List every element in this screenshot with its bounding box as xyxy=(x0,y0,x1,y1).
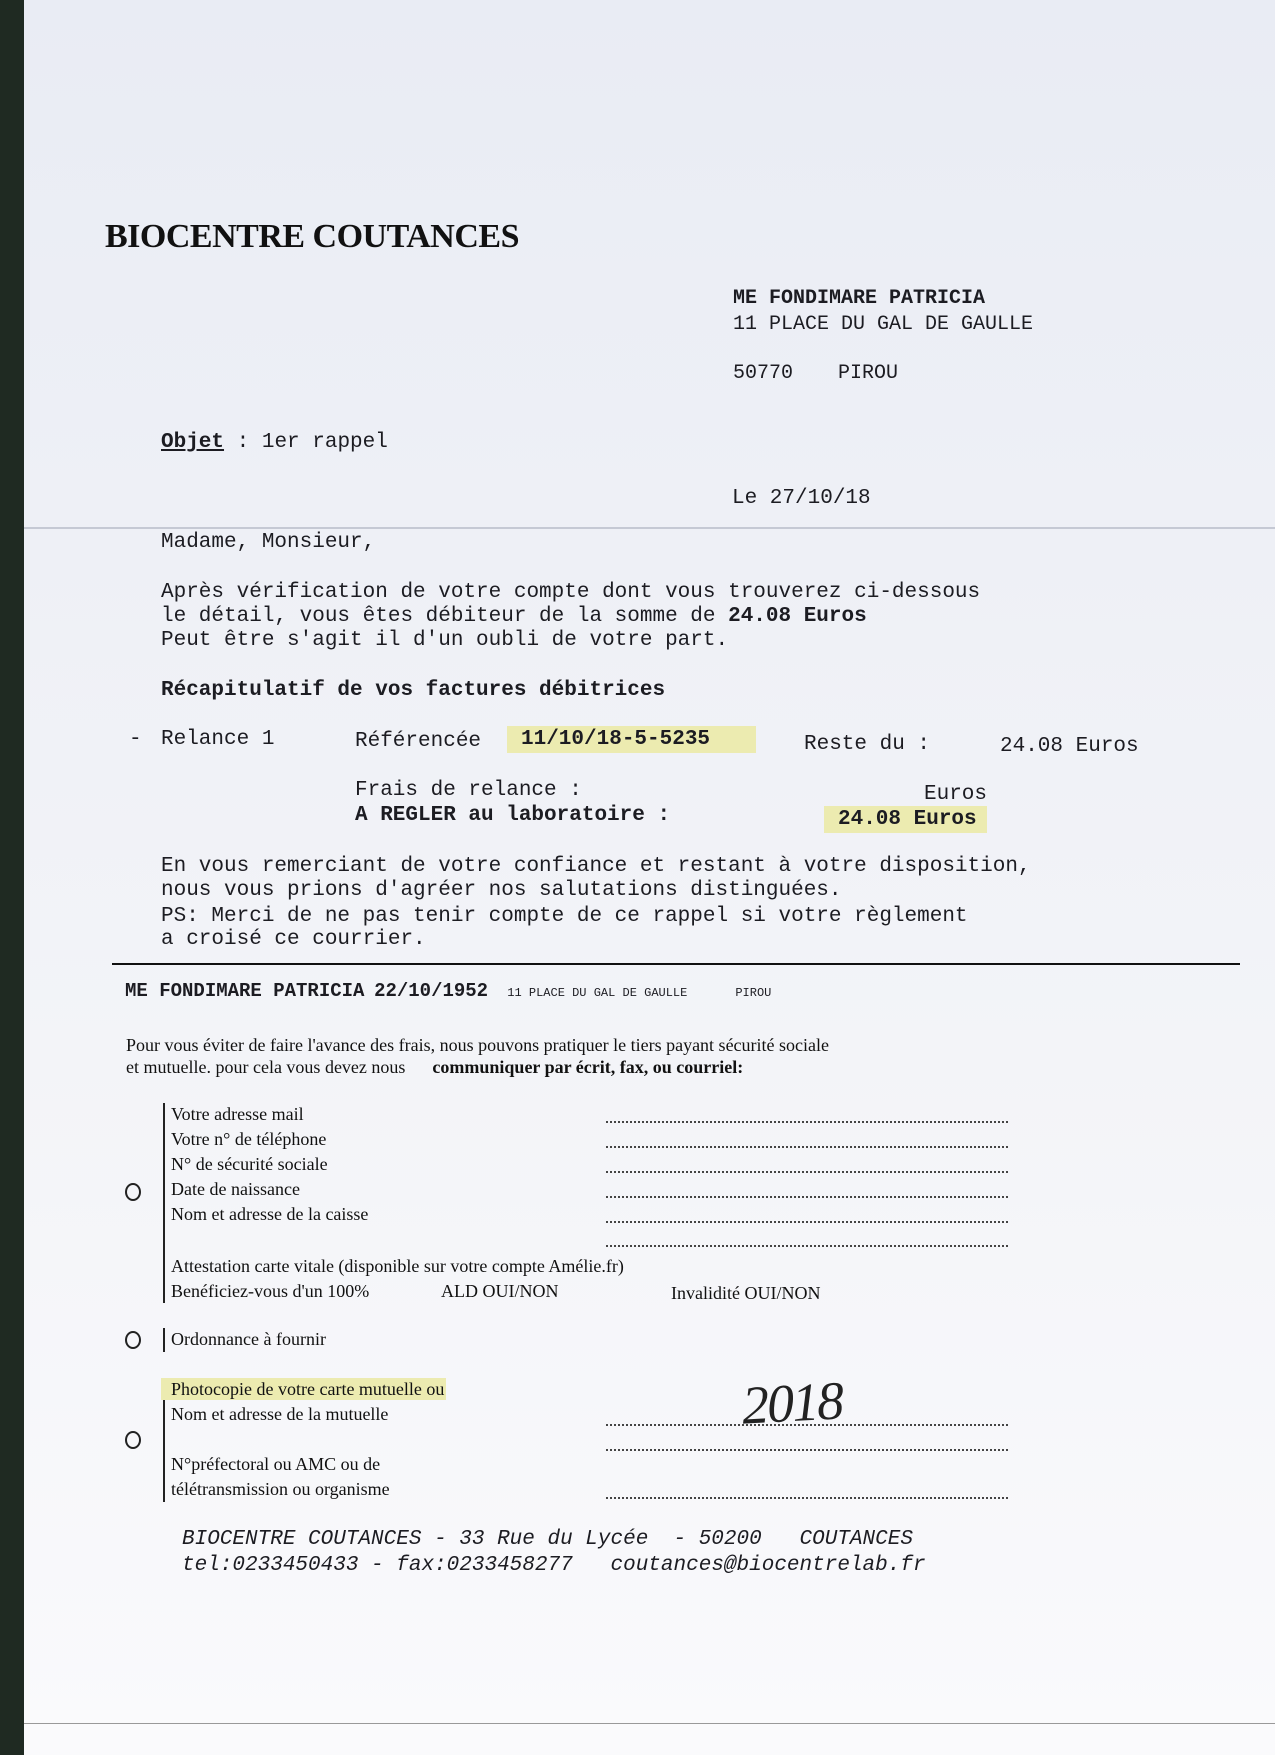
slip-intro-2-text: et mutuelle. pour cela vous devez nous xyxy=(126,1057,406,1077)
footer-lab-name: BIOCENTRE COUTANCES xyxy=(182,1528,422,1551)
option-circle-1[interactable] xyxy=(125,1183,141,1201)
field-label-ssn: N° de sécurité sociale xyxy=(171,1154,328,1174)
page-bottom-edge xyxy=(24,1723,1275,1724)
object-separator: : xyxy=(236,431,250,454)
patient-city: PIROU xyxy=(735,986,772,1000)
invoice-bullet: - xyxy=(129,728,142,751)
field-label-phone: Votre n° de téléphone xyxy=(171,1129,327,1149)
body-line-2 xyxy=(161,605,867,628)
footer-fax: - fax:0233458277 xyxy=(371,1554,573,1577)
ssn-field[interactable] xyxy=(606,1171,1008,1173)
pay-highlight xyxy=(838,808,987,831)
invalidite-option[interactable]: Invalidité OUI/NON xyxy=(671,1283,821,1303)
debt-amount: 24.08 Euros xyxy=(728,605,867,628)
recipient-postcode: 50770 xyxy=(733,362,794,385)
mutuelle-field-2[interactable] xyxy=(606,1449,1008,1451)
letterhead: BIOCENTRE COUTANCES xyxy=(105,218,520,255)
slip-intro-2-bold: communiquer par écrit, fax, ou courriel: xyxy=(432,1057,744,1077)
recipient-name: ME FONDIMARE PATRICIA xyxy=(733,287,986,310)
object-label: Objet xyxy=(161,431,225,454)
field-label-email: Votre adresse mail xyxy=(171,1104,304,1124)
body-line-2-text: le détail, vous êtes débiteur de la somme de xyxy=(161,605,729,628)
mutuelle-line-1: Photocopie de votre carte mutuelle ou xyxy=(161,1378,446,1400)
prefectoral-line-2: télétransmission ou organisme xyxy=(171,1479,390,1499)
pay-label: A REGLER au laboratoire : xyxy=(355,804,671,827)
closing-line-1: En vous remerciant de votre confiance et restant à votre disposition, xyxy=(161,855,1031,878)
recipient-street: 11 PLACE DU GAL DE GAULLE xyxy=(733,313,1034,336)
footer-tel: tel:0233450433 xyxy=(182,1554,359,1577)
ald-option[interactable]: ALD OUI/NON xyxy=(441,1281,559,1301)
slip-intro-2 xyxy=(126,1057,743,1078)
caisse-field[interactable] xyxy=(606,1221,1008,1223)
closing-line-2: nous vous prions d'agréer nos salutations distinguées. xyxy=(161,879,842,902)
vitale-label: Attestation carte vitale (disponible sur votre compte Amélie.fr) xyxy=(171,1256,624,1276)
ordonnance-label: Ordonnance à fournir xyxy=(171,1329,326,1349)
body-line-3: Peut être s'agit il d'un oubli de votre part. xyxy=(161,629,729,652)
patient-address: 11 PLACE DU GAL DE GAULLE xyxy=(507,986,688,1000)
footer-email[interactable]: coutances@biocentrelab.fr xyxy=(610,1554,926,1577)
group1-bracket xyxy=(163,1103,165,1303)
recipient-city: PIROU xyxy=(838,362,899,385)
object-line xyxy=(161,431,388,454)
letter-page xyxy=(24,0,1275,1755)
patient-name: ME FONDIMARE PATRICIA xyxy=(125,980,365,1002)
option-circle-2[interactable] xyxy=(125,1331,141,1349)
prefectoral-field[interactable] xyxy=(606,1497,1008,1499)
closing-line-3: PS: Merci de ne pas tenir compte de ce rappel si votre règlement xyxy=(161,905,968,928)
benefit-label: Benéficiez-vous d'un 100% xyxy=(171,1281,370,1301)
invoice-relance: Relance 1 xyxy=(161,728,275,751)
summary-title: Récapitulatif de vos factures débitrices xyxy=(161,679,666,702)
field-label-caisse: Nom et adresse de la caisse xyxy=(171,1204,369,1224)
mutuelle-highlight xyxy=(171,1379,446,1400)
body-line-1: Après vérification de votre compte dont vous trouverez ci-dessous xyxy=(161,581,981,604)
paper-fold xyxy=(24,527,1275,529)
fees-value: Euros xyxy=(924,783,988,806)
fees-label: Frais de relance : xyxy=(355,779,582,802)
letter-date: Le 27/10/18 xyxy=(732,487,871,510)
object-value: 1er rappel xyxy=(261,431,388,454)
footer-line-2 xyxy=(182,1554,926,1577)
invoice-ref-value: 11/10/18-5-5235 xyxy=(507,726,756,753)
footer-address: - 33 Rue du Lycée - 50200 COUTANCES xyxy=(434,1528,913,1551)
email-field[interactable] xyxy=(606,1121,1008,1123)
handwritten-year: 2018 xyxy=(740,1370,844,1436)
slip-intro-1: Pour vous éviter de faire l'avance des frais, nous pouvons pratiquer le tiers payant sécurité sociale xyxy=(126,1035,830,1055)
phone-field[interactable] xyxy=(606,1146,1008,1148)
field-label-birthdate: Date de naissance xyxy=(171,1179,300,1199)
footer-line-1 xyxy=(182,1528,913,1551)
mutuelle-line-2: Nom et adresse de la mutuelle xyxy=(171,1404,389,1424)
closing-line-4: a croisé ce courrier. xyxy=(161,928,426,951)
group2-bracket xyxy=(163,1328,165,1352)
pay-value: 24.08 Euros xyxy=(824,806,987,833)
prefectoral-line-1: N°préfectoral ou AMC ou de xyxy=(171,1454,381,1474)
caisse-field-2[interactable] xyxy=(606,1245,1008,1247)
invoice-remaining-value: 24.08 Euros xyxy=(1000,735,1139,758)
slip-header xyxy=(125,980,771,1002)
invoice-ref-highlight xyxy=(521,728,756,751)
option-circle-3[interactable] xyxy=(125,1431,141,1449)
salutation: Madame, Monsieur, xyxy=(161,531,376,554)
invoice-ref-label: Référencée xyxy=(355,730,482,753)
birthdate-field[interactable] xyxy=(606,1196,1008,1198)
tear-line xyxy=(112,963,1240,965)
patient-dob: 22/10/1952 xyxy=(374,980,489,1002)
invoice-remaining-label: Reste du : xyxy=(804,733,931,756)
